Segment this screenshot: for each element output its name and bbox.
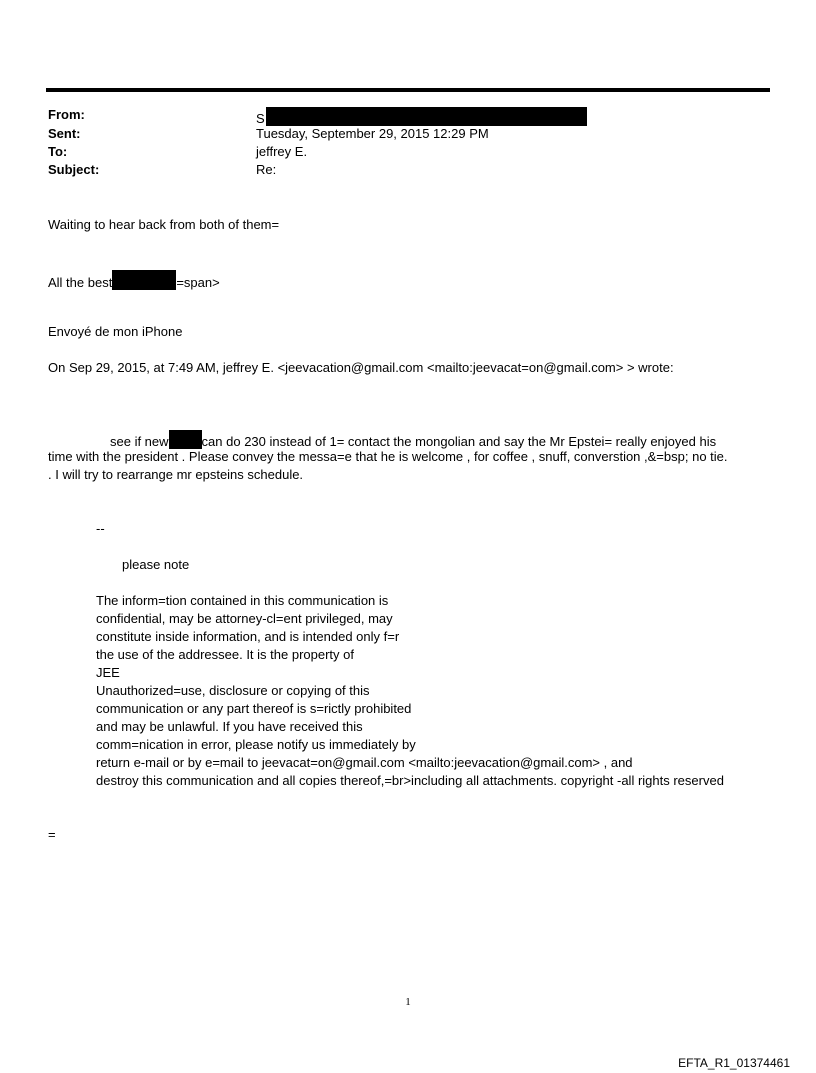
sent-row: [48, 126, 768, 144]
subject-label: Subject:: [48, 162, 100, 177]
from-value-text: S: [256, 111, 265, 126]
document-id: EFTA_R1_01374461: [678, 1056, 790, 1070]
disclaimer-line: Unauthorized=use, disclosure or copying of this: [96, 683, 370, 698]
quoted-line-1b: can do 230 instead of 1= contact the mongolian and say the Mr Epstei= really enjoyed his: [201, 434, 717, 449]
to-value: jeffrey E.: [256, 144, 308, 159]
disclaimer-line: JEE: [96, 665, 120, 680]
quoted-line-3: . I will try to rearrange mr epsteins schedule.: [48, 467, 304, 482]
redaction-box: [266, 107, 587, 126]
redaction-box: [169, 430, 202, 449]
signoff-suffix: =span>: [176, 275, 220, 290]
signoff-line: [48, 270, 220, 291]
sent-label: Sent:: [48, 126, 81, 141]
signature-dash: --: [96, 521, 105, 536]
disclaimer-line: constitute inside information, and is intended only f=r: [96, 629, 400, 644]
disclaimer-line: confidential, may be attorney-cl=ent privileged, may: [96, 611, 393, 626]
header-rule: [46, 88, 770, 92]
page-number: 1: [405, 996, 411, 1008]
from-value: [256, 107, 587, 126]
sent-from-line: Envoyé de mon iPhone: [48, 324, 183, 339]
from-label: From:: [48, 107, 85, 122]
signoff-prefix: All the best: [48, 275, 113, 290]
disclaimer-line: communication or any part thereof is s=rictly prohibited: [96, 701, 412, 716]
disclaimer-line: return e-mail or by e=mail to jeevacat=on@gmail.com <mailto:jeevacation@gmail.com> , and: [96, 755, 633, 770]
disclaimer-line: the use of the addressee. It is the property of: [96, 647, 354, 662]
quoted-line-2: time with the president . Please convey the messa=e that he is welcome , for coffee , snuff, converstion ,&=bsp; no tie.: [48, 449, 728, 464]
subject-value: Re:: [256, 162, 277, 177]
quoted-line-1: [110, 430, 716, 450]
subject-row: [48, 162, 768, 180]
disclaimer-line: destroy this communication and all copies thereof,=br>including all attachments. copyright -all rights reserved: [96, 773, 724, 788]
sent-value: Tuesday, September 29, 2015 12:29 PM: [256, 126, 489, 141]
disclaimer-line: and may be unlawful. If you have received this: [96, 719, 363, 734]
quoted-line-1a: see if new: [110, 434, 169, 449]
redaction-box: [112, 270, 176, 290]
from-row: [48, 107, 768, 125]
to-label: To:: [48, 144, 68, 159]
to-row: [48, 144, 768, 162]
quote-intro: On Sep 29, 2015, at 7:49 AM, jeffrey E. <jeevacation@gmail.com <mailto:jeevacat=on@gmail.com> > wrote:: [48, 360, 674, 375]
please-note: please note: [122, 557, 190, 572]
body-line-waiting: Waiting to hear back from both of them=: [48, 217, 280, 232]
disclaimer-line: comm=nication in error, please notify us immediately by: [96, 737, 416, 752]
disclaimer-line: The inform=tion contained in this communication is: [96, 593, 389, 608]
trailing-equals: =: [48, 827, 56, 842]
